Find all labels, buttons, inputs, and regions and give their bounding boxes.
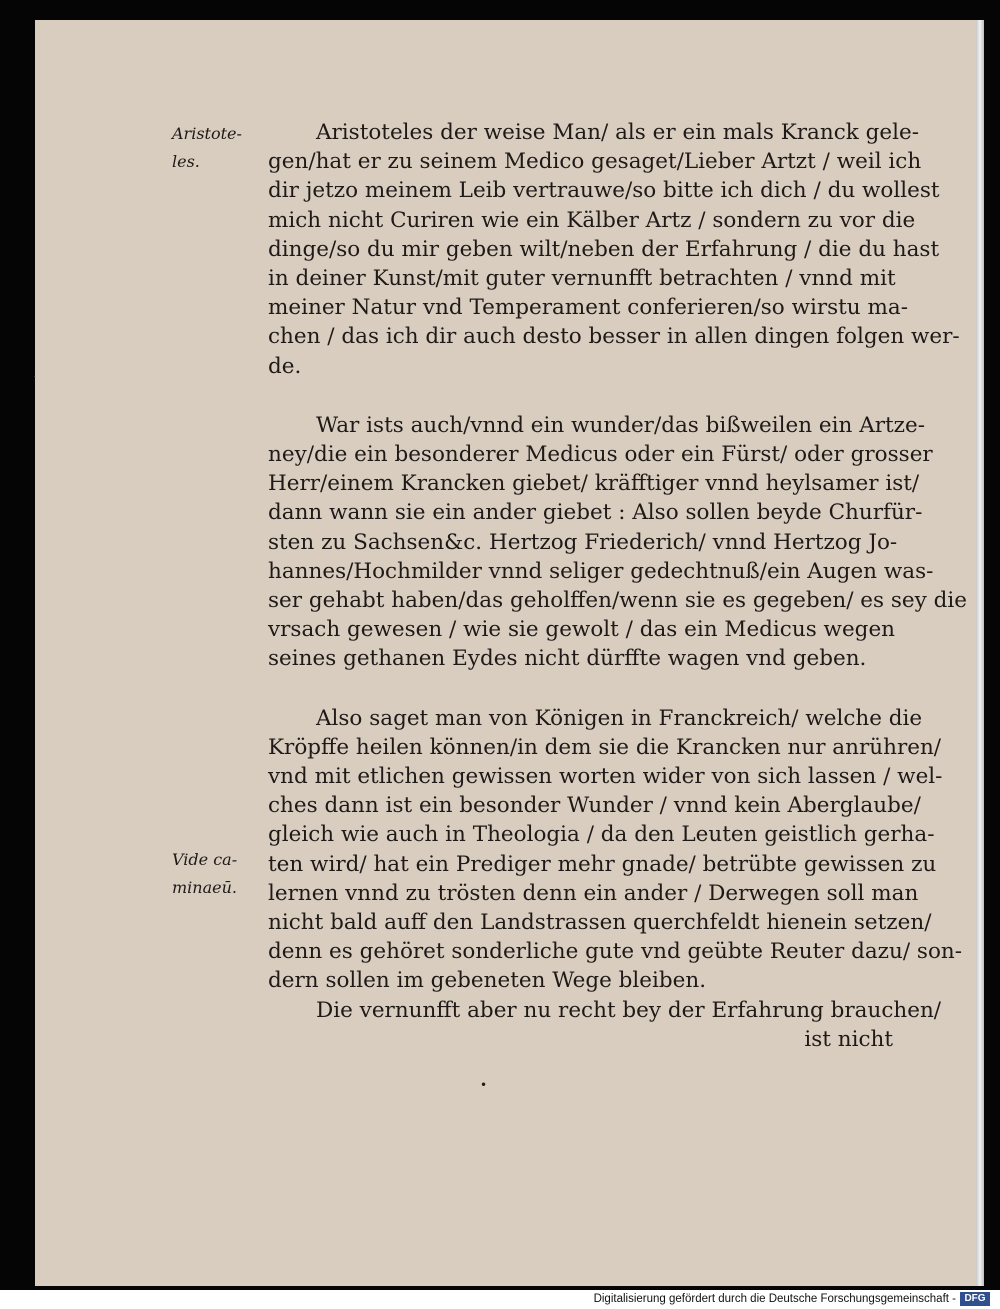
body-text — [268, 118, 967, 1054]
text-line: seines gethanen Eydes nicht dürffte wagen vnd geben. — [268, 646, 867, 672]
text-line: nicht bald auff den Landstrassen querchfeldt hienein setzen/ — [268, 910, 932, 936]
text-line: gleich wie auch in Theologia / da den Leuten geistlich gerha- — [268, 822, 935, 848]
text-line: ser gehabt haben/das geholffen/wenn sie es gegeben/ es sey die — [268, 588, 967, 614]
text-line: ten wird/ hat ein Prediger mehr gnade/ betrübte gewissen zu — [268, 851, 937, 877]
text-line: meiner Natur vnd Temperament conferieren/so wirstu ma- — [268, 295, 908, 321]
footer-credit: Digitalisierung gefördert durch die Deutsche Forschungsgemeinschaft - — [593, 1293, 956, 1305]
marginal-line: les. — [172, 152, 200, 171]
text-line: dinge/so du mir geben wilt/neben der Erfahrung / die du hast — [268, 236, 940, 262]
text-line: vrsach gewesen / wie sie gewolt / das ein Medicus wegen — [268, 617, 896, 643]
text-line: ches dann ist ein besonder Wunder / vnnd kein Aberglaube/ — [268, 793, 921, 819]
text-line: hannes/Hochmilder vnnd seliger gedechtnuß/ein Augen was- — [268, 558, 934, 584]
text-line: dann wann sie ein ander giebet : Also sollen beyde Churfür- — [268, 500, 923, 526]
marginal-line: Aristote- — [172, 124, 242, 143]
text-line: Kröpffe heilen können/in dem sie die Krancken nur anrühren/ — [268, 734, 942, 760]
text-line: in deiner Kunst/mit guter vernunfft betrachten / vnnd mit — [268, 266, 896, 292]
ink-dot: • — [480, 1078, 488, 1092]
text-line: Die vernunfft aber nu recht bey der Erfahrung brauchen/ — [316, 997, 942, 1023]
text-line: sten zu Sachsen&c. Hertzog Friederich/ vnnd Hertzog Jo- — [268, 529, 898, 555]
paragraph-3 — [268, 704, 962, 996]
text-line: ney/die ein besonderer Medicus oder ein Fürst/ oder grosser — [268, 442, 933, 468]
marginal-note-aristoteles — [172, 120, 242, 176]
marginal-line: Vide ca- — [172, 850, 238, 869]
catchword: ist nicht — [804, 1026, 893, 1052]
paragraph-1 — [268, 118, 960, 381]
text-line: gen/hat er zu seinem Medico gesaget/Lieber Artzt / weil ich — [268, 149, 922, 175]
dfg-logo: DFG — [960, 1292, 990, 1306]
text-line: de. — [268, 353, 302, 379]
text-line: dern sollen im gebeneten Wege bleiben. — [268, 968, 707, 994]
text-line: denn es gehöret sonderliche gute vnd geübte Reuter dazu/ son- — [268, 939, 962, 965]
text-line: Also saget man von Königen in Franckreich/ welche die — [316, 705, 923, 731]
text-line: dir jetzo meinem Leib vertrauwe/so bitte ich dich / du wollest — [268, 178, 940, 204]
page-edge-mark: · — [33, 372, 37, 383]
text-line: mich nicht Curiren wie ein Kälber Artz / sondern zu vor die — [268, 207, 916, 233]
text-line: Aristoteles der weise Man/ als er ein mals Kranck gele- — [316, 120, 919, 145]
text-line: chen / das ich dir auch desto besser in allen dingen folgen wer- — [268, 324, 960, 350]
text-line: vnd mit etlichen gewissen worten wider von sich lassen / wel- — [268, 764, 943, 790]
text-line: War ists auch/vnnd ein wunder/das bißweilen ein Artze- — [316, 412, 925, 438]
paragraph-4 — [268, 996, 942, 1054]
marginal-line: minaeū. — [172, 878, 237, 897]
paragraph-2 — [268, 411, 967, 674]
marginal-note-vide — [172, 846, 237, 902]
text-line: lernen vnnd zu trösten denn ein ander / Derwegen soll man — [268, 880, 919, 906]
text-line: Herr/einem Krancken giebet/ kräfftiger vnnd heylsamer ist/ — [268, 471, 920, 497]
page-edge — [976, 20, 984, 1286]
